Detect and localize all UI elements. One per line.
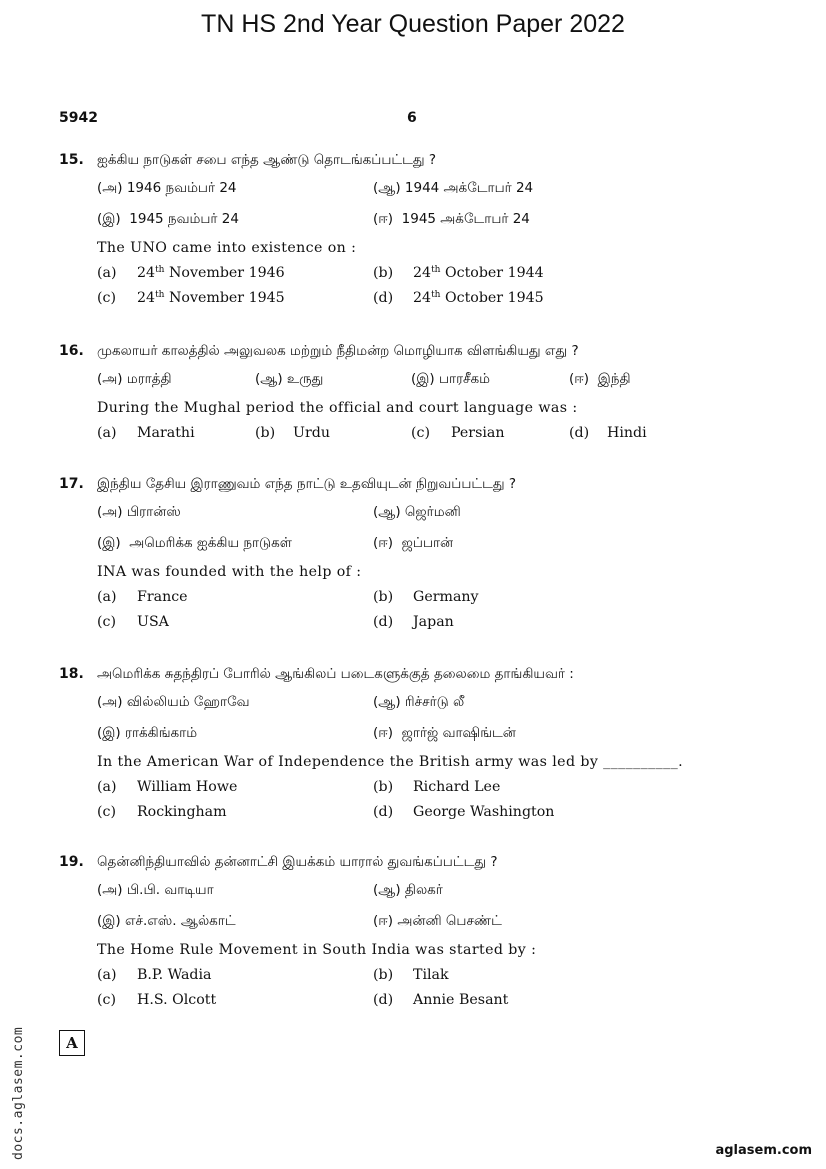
tamil-question: தென்னிந்தியாவில் தன்னாட்சி இயக்கம் யாரால் துவங்கப்பட்டது ? bbox=[97, 854, 498, 870]
tamil-option-c: (இ) எச்.எஸ். ஆல்காட் bbox=[97, 913, 236, 929]
page-marker-box: A bbox=[59, 1030, 85, 1056]
question-number: 18. bbox=[59, 666, 84, 682]
english-option-c: (c) Rockingham bbox=[97, 804, 227, 820]
english-option-a: (a) William Howe bbox=[97, 779, 238, 795]
tamil-option-a: (அ) மராத்தி bbox=[97, 371, 172, 387]
question-16 bbox=[59, 339, 759, 446]
tamil-option-a: (அ) வில்லியம் ஹோவே bbox=[97, 694, 250, 710]
english-question: During the Mughal period the official and court language was : bbox=[97, 400, 578, 416]
tamil-option-c: (இ) 1945 நவம்பர் 24 bbox=[97, 211, 239, 227]
tamil-option-a: (அ) பி.பி. வாடியா bbox=[97, 882, 214, 898]
tamil-option-c: (இ) பாரசீகம் bbox=[411, 371, 491, 387]
document-title: TN HS 2nd Year Question Paper 2022 bbox=[201, 10, 625, 38]
english-option-d: (d) George Washington bbox=[373, 804, 555, 820]
tamil-question: இந்திய தேசிய இராணுவம் எந்த நாட்டு உதவியுடன் நிறுவப்பட்டது ? bbox=[97, 476, 517, 492]
tamil-option-a: (அ) பிரான்ஸ் bbox=[97, 504, 181, 520]
question-15 bbox=[59, 148, 759, 311]
question-number: 15. bbox=[59, 152, 84, 168]
tamil-option-d: (ஈ) ஜார்ஜ் வாஷிங்டன் bbox=[373, 725, 516, 741]
english-option-b: (b) 24th October 1944 bbox=[373, 265, 544, 281]
question-number: 17. bbox=[59, 476, 84, 492]
tamil-question: முகலாயர் காலத்தில் அலுவலக மற்றும் நீதிமன்ற மொழியாக விளங்கியது எது ? bbox=[97, 343, 579, 359]
english-question: The Home Rule Movement in South India was started by : bbox=[97, 942, 537, 958]
question-number: 19. bbox=[59, 854, 84, 870]
tamil-option-b: (ஆ) திலகர் bbox=[373, 882, 443, 898]
english-question: INA was founded with the help of : bbox=[97, 564, 362, 580]
tamil-option-c: (இ) அமெரிக்க ஐக்கிய நாடுகள் bbox=[97, 535, 292, 551]
english-option-d: (d) Japan bbox=[373, 614, 454, 630]
english-option-b: (b) Tilak bbox=[373, 967, 449, 983]
english-option-c: (c) 24th November 1945 bbox=[97, 290, 285, 306]
english-option-d: (d) Annie Besant bbox=[373, 992, 509, 1008]
english-option-c: (c) USA bbox=[97, 614, 169, 630]
question-number: 16. bbox=[59, 343, 84, 359]
english-option-a: (a) France bbox=[97, 589, 188, 605]
tamil-option-b: (ஆ) ஜெர்மனி bbox=[373, 504, 461, 520]
english-option-d: (d) Hindi bbox=[569, 425, 647, 441]
english-option-b: (b) Urdu bbox=[255, 425, 330, 441]
tamil-option-b: (ஆ) ரிச்சர்டு லீ bbox=[373, 694, 465, 710]
tamil-question: அமெரிக்க சுதந்திரப் போரில் ஆங்கிலப் படைகளுக்குத் தலைமை தாங்கியவர் : bbox=[97, 666, 574, 682]
english-option-b: (b) Richard Lee bbox=[373, 779, 501, 795]
watermark-text: docs.aglasem.com bbox=[11, 1026, 26, 1160]
question-19 bbox=[59, 850, 759, 1013]
english-option-c: (c) H.S. Olcott bbox=[97, 992, 217, 1008]
english-option-a: (a) 24th November 1946 bbox=[97, 265, 285, 281]
question-17 bbox=[59, 472, 759, 635]
question-18 bbox=[59, 662, 759, 825]
tamil-option-d: (ஈ) 1945 அக்டோபர் 24 bbox=[373, 211, 530, 227]
tamil-option-c: (இ) ராக்கிங்காம் bbox=[97, 725, 198, 741]
english-option-d: (d) 24th October 1945 bbox=[373, 290, 544, 306]
english-question: In the American War of Independence the British army was led by __________. bbox=[97, 754, 684, 770]
tamil-option-a: (அ) 1946 நவம்பர் 24 bbox=[97, 180, 237, 196]
english-option-a: (a) B.P. Wadia bbox=[97, 967, 212, 983]
page-number: 6 bbox=[407, 110, 417, 126]
english-option-a: (a) Marathi bbox=[97, 425, 195, 441]
tamil-option-d: (ஈ) ஜப்பான் bbox=[373, 535, 454, 551]
english-option-c: (c) Persian bbox=[411, 425, 505, 441]
english-question: The UNO came into existence on : bbox=[97, 240, 357, 256]
tamil-option-b: (ஆ) உருது bbox=[255, 371, 324, 387]
footer-site-link[interactable]: aglasem.com bbox=[715, 1143, 812, 1158]
tamil-option-d: (ஈ) அன்னி பெசண்ட் bbox=[373, 913, 502, 929]
english-option-b: (b) Germany bbox=[373, 589, 479, 605]
tamil-question: ஐக்கிய நாடுகள் சபை எந்த ஆண்டு தொடங்கப்பட்டது ? bbox=[97, 152, 437, 168]
tamil-option-b: (ஆ) 1944 அக்டோபர் 24 bbox=[373, 180, 534, 196]
tamil-option-d: (ஈ) இந்தி bbox=[569, 371, 631, 387]
paper-code: 5942 bbox=[59, 110, 98, 126]
